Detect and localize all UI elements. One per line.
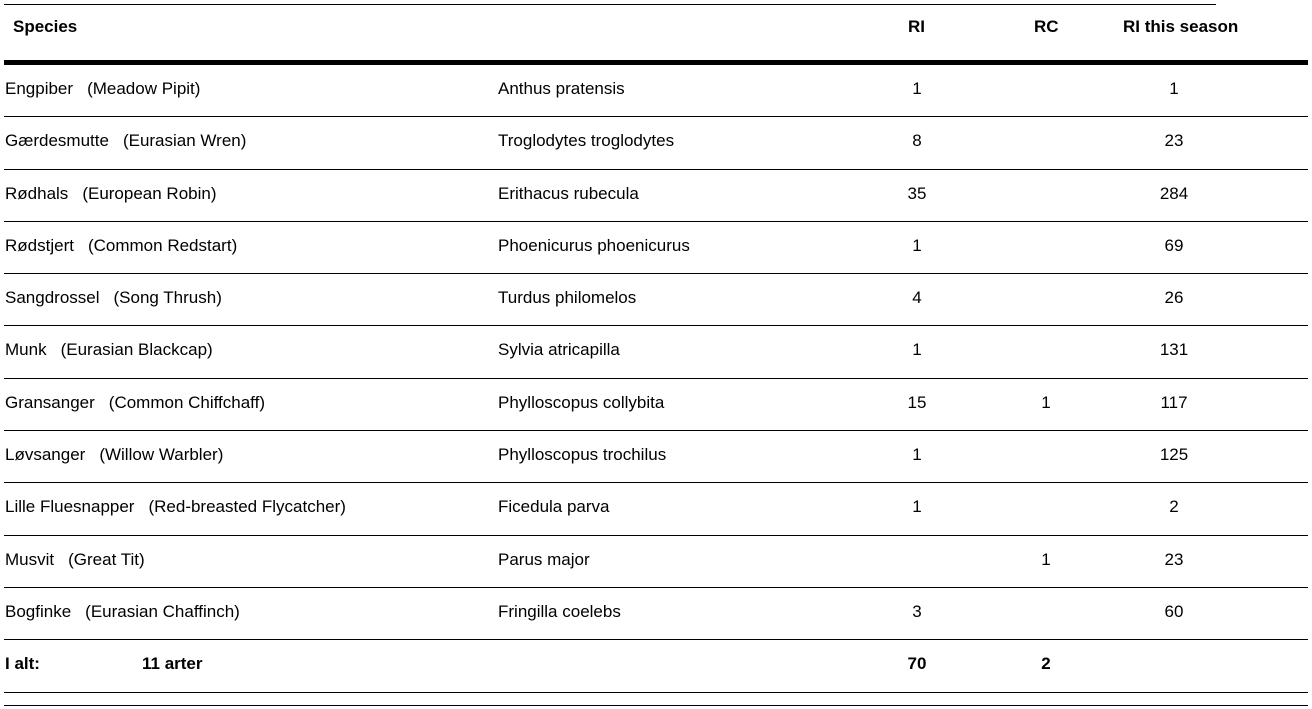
header-ri: RI (908, 17, 925, 36)
species-name (5, 236, 237, 256)
bottom-rule (4, 705, 1308, 706)
rc-value: 1 (1041, 392, 1051, 412)
header-species: Species (13, 17, 78, 36)
ri-value: 15 (907, 392, 927, 412)
species-local-name: Bogfinke (5, 601, 72, 621)
table-row (4, 588, 1308, 640)
species-english-name: (Common Chiffchaff) (108, 392, 265, 412)
ri-value: 35 (907, 183, 927, 203)
table-row (4, 326, 1308, 378)
species-local-name: Rødhals (5, 183, 69, 203)
ri-this-season-value: 26 (1164, 288, 1184, 308)
ri-this-season-value: 125 (1159, 445, 1189, 465)
species-english-name: (Common Redstart) (87, 235, 238, 255)
species-name (5, 340, 213, 360)
ri-this-season-value: 69 (1164, 235, 1184, 255)
species-latin-name: Phoenicurus phoenicurus (498, 235, 690, 255)
species-latin-name: Phylloscopus trochilus (498, 445, 667, 465)
total-rc: 2 (1041, 654, 1051, 673)
species-local-name: Musvit (5, 549, 55, 569)
species-latin-name: Anthus pratensis (498, 79, 625, 98)
species-english-name: (European Robin) (82, 183, 217, 203)
species-english-name: (Eurasian Chaffinch) (85, 601, 240, 621)
table-row (4, 170, 1308, 222)
species-local-name: Løvsanger (5, 445, 86, 465)
species-latin-name: Parus major (498, 549, 590, 569)
ri-this-season-value: 1 (1169, 79, 1179, 98)
species-latin-name: Phylloscopus collybita (498, 392, 665, 412)
ri-value: 1 (912, 235, 922, 255)
table-row (4, 65, 1308, 117)
ri-this-season-value: 131 (1159, 340, 1189, 360)
ri-this-season-value: 23 (1164, 131, 1184, 151)
species-english-name: (Song Thrush) (113, 288, 222, 308)
species-english-name: (Eurasian Wren) (122, 131, 247, 151)
species-latin-name: Troglodytes troglodytes (498, 131, 675, 151)
ri-value: 1 (912, 79, 922, 98)
species-name (5, 184, 217, 204)
species-english-name: (Red-breasted Flycatcher) (148, 497, 346, 517)
species-name (5, 602, 240, 622)
table-row (4, 379, 1308, 431)
total-row (4, 640, 1308, 693)
ri-value: 4 (912, 288, 922, 308)
rc-value: 1 (1041, 549, 1051, 569)
species-english-name: (Eurasian Blackcap) (60, 340, 213, 360)
ri-value: 8 (912, 131, 922, 151)
species-name (5, 445, 223, 465)
species-local-name: Sangdrossel (5, 288, 100, 308)
species-local-name: Rødstjert (5, 235, 74, 255)
species-local-name: Engpiber (5, 79, 74, 98)
species-latin-name: Ficedula parva (498, 497, 610, 517)
ri-value: 1 (912, 340, 922, 360)
header-rc: RC (1034, 17, 1059, 36)
total-ri: 70 (907, 654, 927, 673)
table-row (4, 536, 1308, 588)
species-local-name: Gransanger (5, 392, 95, 412)
species-latin-name: Fringilla coelebs (498, 601, 621, 621)
species-latin-name: Turdus philomelos (498, 288, 637, 308)
ri-this-season-value: 284 (1159, 183, 1189, 203)
species-english-name: (Great Tit) (68, 549, 145, 569)
ri-value: 3 (912, 601, 922, 621)
species-english-name: (Meadow Pipit) (87, 79, 201, 98)
species-latin-name: Erithacus rubecula (498, 183, 639, 203)
ri-this-season-value: 2 (1169, 497, 1179, 517)
species-name (5, 550, 145, 570)
table-body (4, 65, 1308, 640)
table-row (4, 274, 1308, 326)
table-row (4, 483, 1308, 535)
ri-this-season-value: 117 (1160, 392, 1188, 412)
ri-this-season-value: 60 (1164, 601, 1184, 621)
table-header (4, 5, 1308, 60)
table-row (4, 117, 1308, 169)
total-species-count: 11 arter (142, 654, 203, 673)
ri-value: 1 (912, 445, 922, 465)
species-name (5, 497, 346, 517)
table-row (4, 431, 1308, 483)
species-local-name: Gærdesmutte (5, 131, 109, 151)
total-label: I alt: (5, 654, 40, 673)
species-english-name: (Willow Warbler) (99, 445, 224, 465)
species-local-name: Lille Fluesnapper (5, 497, 135, 517)
species-name (5, 288, 222, 308)
species-name (5, 131, 246, 151)
species-latin-name: Sylvia atricapilla (498, 340, 620, 360)
species-name (5, 393, 265, 413)
header-ri-this-season: RI this season (1123, 17, 1239, 36)
table-row (4, 222, 1308, 274)
ri-this-season-value: 23 (1164, 549, 1184, 569)
species-local-name: Munk (5, 340, 47, 360)
ri-value: 1 (912, 497, 922, 517)
species-name (5, 79, 200, 99)
